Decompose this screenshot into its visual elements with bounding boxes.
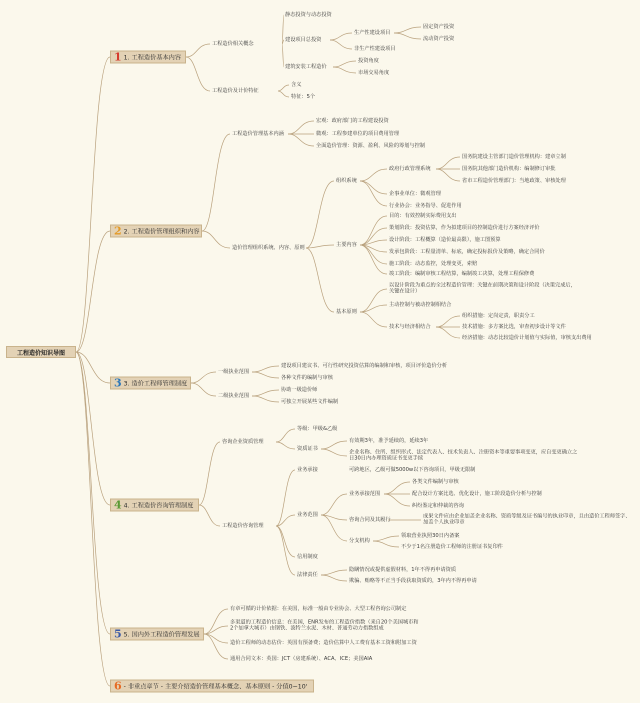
section-title: 3. 造价工程师管理制度 <box>123 380 188 388</box>
node-s2-tech-econ: 技术与经济相结合 <box>389 323 431 330</box>
node-s1-current-assets: 流动资产投资 <box>423 35 455 42</box>
connector-line <box>330 40 352 49</box>
connector-line <box>202 134 230 231</box>
node-s4-liability: 法律责任 <box>297 571 318 578</box>
connector-line <box>333 61 356 67</box>
connector-line <box>191 372 216 383</box>
connector-line <box>252 372 279 378</box>
connector-line <box>186 44 210 57</box>
node-s2-org-measures: 组织措施：定岗定责，职责分工 <box>462 312 535 319</box>
connector-line <box>321 515 347 541</box>
node-s2-design-focus: 以设计阶段为重点的全过程造价管理：关键在前期决策和设计阶段（决策完成后，关键在设计） <box>389 282 576 295</box>
connector-line <box>288 121 314 134</box>
section-number: 6 <box>114 679 122 693</box>
node-s2-gov-system: 政府行政管理系统 <box>389 165 431 172</box>
node-s1-investment-view: 投资角度 <box>358 57 379 64</box>
node-s4-scope-c: 纠纷鉴定和仲裁的咨询 <box>412 502 464 509</box>
connector-line <box>199 442 220 505</box>
node-s4-certificate: 资质证书 <box>297 445 318 452</box>
connector-line <box>360 289 387 312</box>
connector-line <box>252 390 279 396</box>
node-s1-features: 特征：5个 <box>291 93 316 100</box>
section-6-box[interactable] <box>110 680 314 693</box>
connector-line <box>186 57 210 91</box>
connector-line <box>276 526 295 575</box>
connector-line <box>373 541 399 547</box>
node-s4-branches: 分支机构 <box>349 537 370 544</box>
node-s2-design: 设计阶段：工程概算（造价最高限），施工图预算 <box>389 236 501 243</box>
node-s5-contracts: 通用合同文本：英国：JCT（房建系统）、ACA、ICE；美国AIA <box>230 655 373 662</box>
connector-line <box>278 91 289 97</box>
node-s5-dynamic-pricing: 造价工程师的动态估价：英国有预备费；造价估算中人工费有基本工资和附加工资 <box>230 639 417 646</box>
node-s4-acceptance-a: 可跨地区，乙级可做5000w以下咨询项目，甲级无限制 <box>349 466 476 473</box>
connector-line <box>204 634 228 659</box>
connector-line <box>276 429 295 442</box>
connector-line <box>333 67 356 73</box>
node-s3-level2: 二级执业范围 <box>218 392 250 399</box>
connector-line <box>394 27 421 33</box>
node-s2-completion: 竣工阶段：编制审核工程结算，编制竣工决算，处理工程保修费 <box>389 270 535 277</box>
node-s3-level2-b: 可独立开展某些文件编制 <box>281 398 339 405</box>
connector-line <box>276 515 295 526</box>
connector-line <box>321 570 347 575</box>
connector-line <box>202 231 230 248</box>
connector-line <box>76 57 110 352</box>
node-s1-meaning: 含义 <box>291 81 302 88</box>
node-s2-tech-measures: 技术措施：多方案比选，审查初步设计等文件 <box>462 323 566 330</box>
node-s2-org-system: 组织系统 <box>336 177 357 184</box>
node-s2-system: 造价管理组织系统、内容、原则 <box>232 244 305 251</box>
node-s4-scope: 业务范围 <box>297 511 318 518</box>
node-s1-productive: 生产性建设项目 <box>354 29 391 36</box>
node-s4-branches-b: 不少于1名注册造价工程师的注册证书复印件 <box>401 543 503 550</box>
connector-line <box>360 312 387 327</box>
section-title: 5. 国内外工程造价管理发展 <box>123 631 200 639</box>
node-s4-contract-a: 成果文件应由企业加盖企业名称、资质等级及证书编号的执业印章，且由造价工程师签字、加盖个人执业印章 <box>423 513 631 526</box>
connector-line <box>321 441 347 449</box>
section-title: 4. 工程造价咨询管理制度 <box>123 502 194 510</box>
connector-line <box>199 505 220 526</box>
connector-line <box>373 536 399 541</box>
section-3-box[interactable] <box>110 377 191 390</box>
node-s4-branches-a: 领取营业执照30日内备案 <box>401 532 460 539</box>
connector-line <box>384 482 410 494</box>
node-s5-cost-info: 多渠道的工程造价信息：在美国，ENR发布的工程造价指数（来自20个美国城市和2个加拿大城市）由钢铁、波特兰水泥、木材、普通劳动力指数组成 <box>230 619 419 632</box>
connector-line <box>436 316 460 327</box>
connector-line <box>330 33 352 40</box>
node-s4-grade: 等级：甲级&乙级 <box>297 425 338 432</box>
connector-line <box>436 327 460 338</box>
connector-line <box>321 449 347 456</box>
node-s4-scope-range: 业务承接范围 <box>349 490 381 497</box>
connector-line <box>204 609 228 634</box>
section-number: 1 <box>114 50 122 64</box>
connector-line <box>360 169 387 181</box>
node-s2-gov-b: 国务院其他部门造价机构：编制修订审批 <box>462 165 556 172</box>
section-2-box[interactable] <box>110 225 202 238</box>
connector-line <box>276 470 295 526</box>
node-s1-market-view: 市场交易角度 <box>358 69 390 76</box>
node-s1-pricing-features: 工程造价及计价特征 <box>212 87 259 94</box>
connector-line <box>288 134 314 146</box>
connector-line <box>276 442 295 449</box>
connector-line <box>282 44 284 67</box>
node-s4-consulting-mgmt: 工程造价咨询管理 <box>222 522 264 529</box>
connector-line <box>384 494 410 506</box>
node-s1-static-dynamic: 静态投资与动态投资 <box>285 11 332 18</box>
node-s1-nonproductive: 非生产性建设项目 <box>354 45 396 52</box>
section-number: 2 <box>114 224 122 238</box>
node-s2-gov-a: 国务院建设主管部门造价管理机构：建章立制 <box>462 153 566 160</box>
connector-line <box>76 352 110 686</box>
node-s2-active-passive: 主动控制与被动控制相结合 <box>389 301 452 308</box>
node-s4-changes: 企业名称、住所、组织形式、法定代表人、技术负责人、注册资本等重要事项变更，应自变更确立之日30日内办理资质证书变更手续 <box>349 449 578 462</box>
node-s3-level1-b: 各种文件的编制与审核 <box>281 374 333 381</box>
connector-line <box>360 216 387 245</box>
connector-line <box>436 157 460 169</box>
node-s4-liability-b: 欺骗、贿赂等不正当手段获取资质的，3年内不得再申请 <box>349 577 477 584</box>
node-s4-qualification: 咨询企业资质管理 <box>222 438 264 445</box>
connector-line <box>76 352 110 634</box>
node-s2-principles: 基本原则 <box>336 308 357 315</box>
connector-line <box>252 396 279 402</box>
connector-line <box>282 15 284 44</box>
section-5-box[interactable] <box>110 628 204 641</box>
node-s2-gov-c: 省市工程造价管理部门：当地政策、审核处理 <box>462 177 566 184</box>
section-title: 2. 工程造价管理组织和内容 <box>123 228 200 236</box>
node-s2-construction: 施工阶段：动态监控，处理变更，索赔 <box>389 260 478 267</box>
node-s5-pricing-basis: 有章可循的计价依据：在美国，标准一般由专业协会、大型工程咨询公司制定 <box>230 605 407 612</box>
connector-line <box>76 352 110 505</box>
node-s4-validity: 有效期3年，准予延续的，延续3年 <box>349 437 429 444</box>
node-s4-acceptance: 业务承接 <box>297 466 318 473</box>
connector-line <box>306 248 334 312</box>
node-s1-total-investment: 建设项目总投资 <box>285 36 322 43</box>
connector-line <box>321 494 347 515</box>
node-s2-enterprise: 企事业单位：微观管理 <box>389 190 441 197</box>
node-s2-connotation: 工程造价管理基本内涵 <box>232 130 284 137</box>
node-s4-liability-a: 隐瞒情况或提供虚假材料，1年不得再申请资质 <box>349 566 457 573</box>
section-number: 5 <box>114 627 122 641</box>
node-s2-micro: 微观：工程参建单位的项目费用管理 <box>316 130 400 137</box>
node-s4-scope-a: 各类文件编制与审核 <box>412 478 459 485</box>
section-1-box[interactable] <box>110 51 186 64</box>
connector-line <box>306 181 334 248</box>
node-s2-association: 行业协会：业务指导、促进作用 <box>389 202 462 209</box>
connector-line <box>394 33 421 39</box>
node-s2-main-content: 主要内容 <box>336 241 357 248</box>
node-s4-credit: 信用制度 <box>297 553 318 560</box>
connector-line <box>360 181 387 194</box>
connector-line <box>191 383 216 396</box>
connector-line <box>252 366 279 372</box>
section-number: 3 <box>114 376 122 390</box>
node-s1-fixed-assets: 固定资产投资 <box>423 23 455 30</box>
node-s2-purpose: 目的：有效控制实际费用支出 <box>389 212 457 219</box>
connector-line <box>321 575 347 581</box>
node-s1-installation-cost: 建筑安装工程造价 <box>285 63 327 70</box>
node-s4-scope-b: 配合设计方案比选、优化设计，施工阶段造价分析与控制 <box>412 490 542 497</box>
connector-line <box>436 169 460 181</box>
node-s3-level1: 一级执业范围 <box>218 368 250 375</box>
node-s2-bidding: 发承包阶段：工程量清单、标底，确定投标报价及策略，确定合同价 <box>389 248 545 255</box>
node-s2-planning: 策划阶段：投资估算，作为拟建项目的控制造价进行方案经济评价 <box>389 224 540 231</box>
node-s4-contract: 咨询合同及其履行 <box>349 516 391 523</box>
node-s2-total-cost-mgmt: 全面造价管理：资源、盈利、风险的筹划与控制 <box>316 142 425 149</box>
section-number: 4 <box>114 498 122 512</box>
node-s2-macro: 宏观：政府部门的工程建设投资 <box>316 117 389 124</box>
section-title: 1. 工程造价基本内容 <box>123 54 182 62</box>
connector-line <box>278 85 289 91</box>
node-s3-level2-a: 协助一级造价师 <box>281 386 318 393</box>
node-s1-concepts: 工程造价相关概念 <box>212 40 254 47</box>
section-title: - 非重点章节 - 主要介绍造价管理基本概念、基本原则 - 分值0~10' <box>123 683 308 691</box>
connector-line <box>76 231 110 352</box>
node-s3-level1-a: 建设项目建议书、可行性研究投资估算的编制和审核，项目评价造价分析 <box>281 362 448 369</box>
root-node: 工程造价知识导图 <box>6 346 76 358</box>
node-s2-econ-measures: 经济措施：动态比较造价计划值与实际值，审核支出费用 <box>462 334 592 341</box>
section-4-box[interactable] <box>110 499 199 512</box>
